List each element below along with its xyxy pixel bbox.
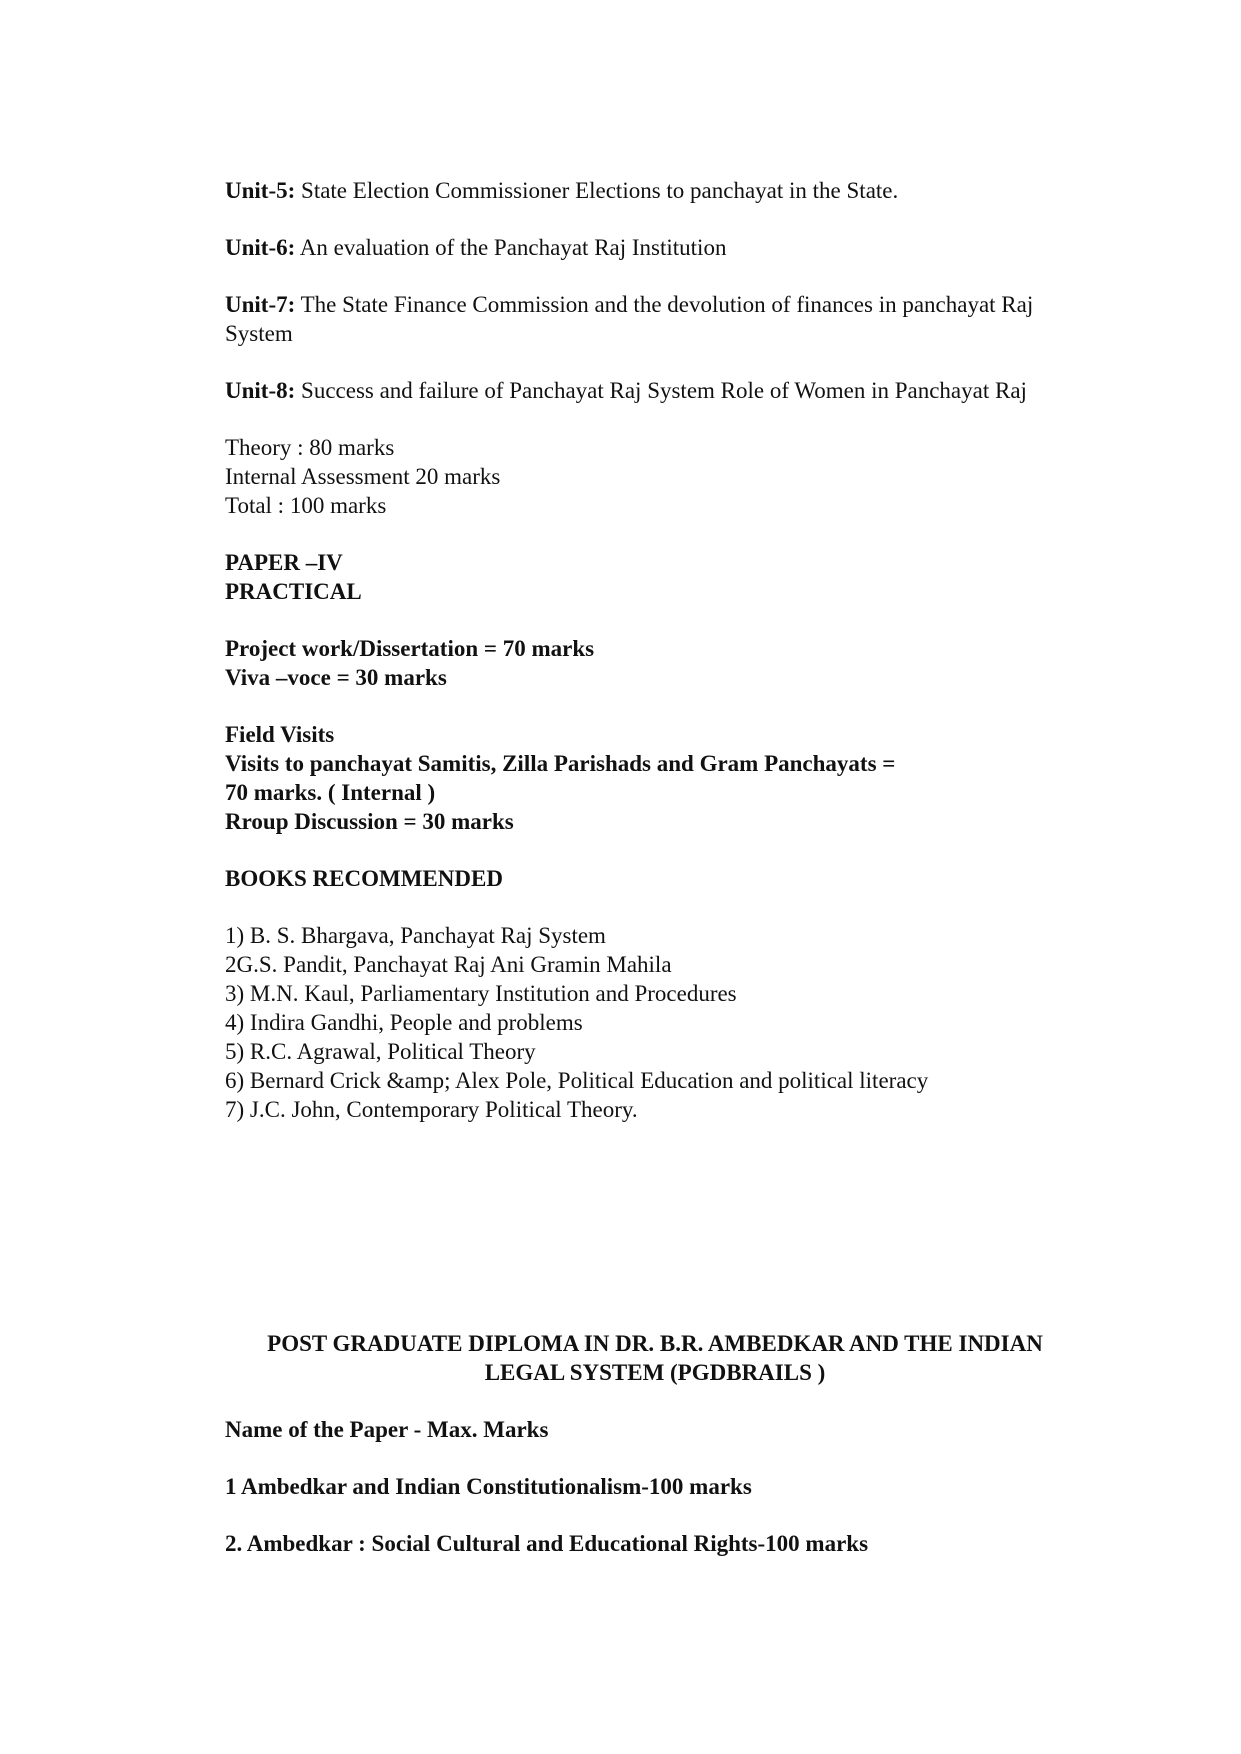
unit-text: Success and failure of Panchayat Raj System Role of Women in Panchayat Raj [295, 378, 1027, 403]
group-discussion: Rroup Discussion = 30 marks [225, 809, 514, 834]
viva-marks: Viva –voce = 30 marks [225, 665, 447, 690]
list-item: 3) M.N. Kaul, Parliamentary Institution and Procedures [225, 981, 737, 1006]
list-item: 5) R.C. Agrawal, Political Theory [225, 1039, 536, 1064]
books-list [225, 921, 1085, 1124]
paper-heading: Name of the Paper - Max. Marks [225, 1417, 549, 1442]
diploma-title [225, 1329, 1085, 1387]
unit-text: State Election Commissioner Elections to panchayat in the State. [295, 178, 899, 203]
document-body [225, 176, 1085, 1124]
field-visits-line1: Visits to panchayat Samitis, Zilla Parishads and Gram Panchayats = [225, 751, 896, 776]
list-item: 4) Indira Gandhi, People and problems [225, 1010, 583, 1035]
marks-block [225, 433, 1085, 520]
total-marks: Total : 100 marks [225, 493, 387, 518]
unit-5 [225, 176, 1085, 205]
field-visits-title: Field Visits [225, 722, 335, 747]
unit-label: Unit-6: [225, 235, 296, 260]
paper-iv-subtitle: PRACTICAL [225, 579, 362, 604]
unit-6 [225, 233, 1085, 262]
field-visits-line2: 70 marks. ( Internal ) [225, 780, 436, 805]
theory-marks: Theory : 80 marks [225, 435, 395, 460]
paper-iv-heading [225, 548, 1085, 606]
unit-label: Unit-7: [225, 292, 296, 317]
list-item: 1) B. S. Bhargava, Panchayat Raj System [225, 923, 606, 948]
unit-label: Unit-8: [225, 378, 296, 403]
paper-1: 1 Ambedkar and Indian Constitutionalism-100 marks [225, 1474, 752, 1499]
list-item: 6) Bernard Crick &amp; Alex Pole, Political Education and political literacy [225, 1068, 929, 1093]
list-item: 7) J.C. John, Contemporary Political Theory. [225, 1097, 638, 1122]
field-visits [225, 720, 1085, 836]
paper-2: 2. Ambedkar : Social Cultural and Educational Rights-100 marks [225, 1531, 869, 1556]
unit-text: An evaluation of the Panchayat Raj Institution [295, 235, 727, 260]
project-marks: Project work/Dissertation = 70 marks [225, 636, 595, 661]
practical-marks [225, 634, 1085, 692]
books-heading: BOOKS RECOMMENDED [225, 866, 503, 891]
unit-8 [225, 376, 1085, 405]
unit-7 [225, 290, 1085, 348]
diploma-title-line2: LEGAL SYSTEM (PGDBRAILS ) [484, 1360, 826, 1385]
diploma-title-line1: POST GRADUATE DIPLOMA IN DR. B.R. AMBEDKAR AND THE INDIAN [267, 1331, 1043, 1356]
list-item: 2G.S. Pandit, Panchayat Raj Ani Gramin Mahila [225, 952, 672, 977]
internal-marks: Internal Assessment 20 marks [225, 464, 501, 489]
unit-label: Unit-5: [225, 178, 296, 203]
paper-iv-title: PAPER –IV [225, 550, 343, 575]
diploma-papers [225, 1415, 1085, 1558]
unit-text: The State Finance Commission and the devolution of finances in panchayat Raj System [225, 292, 1034, 346]
